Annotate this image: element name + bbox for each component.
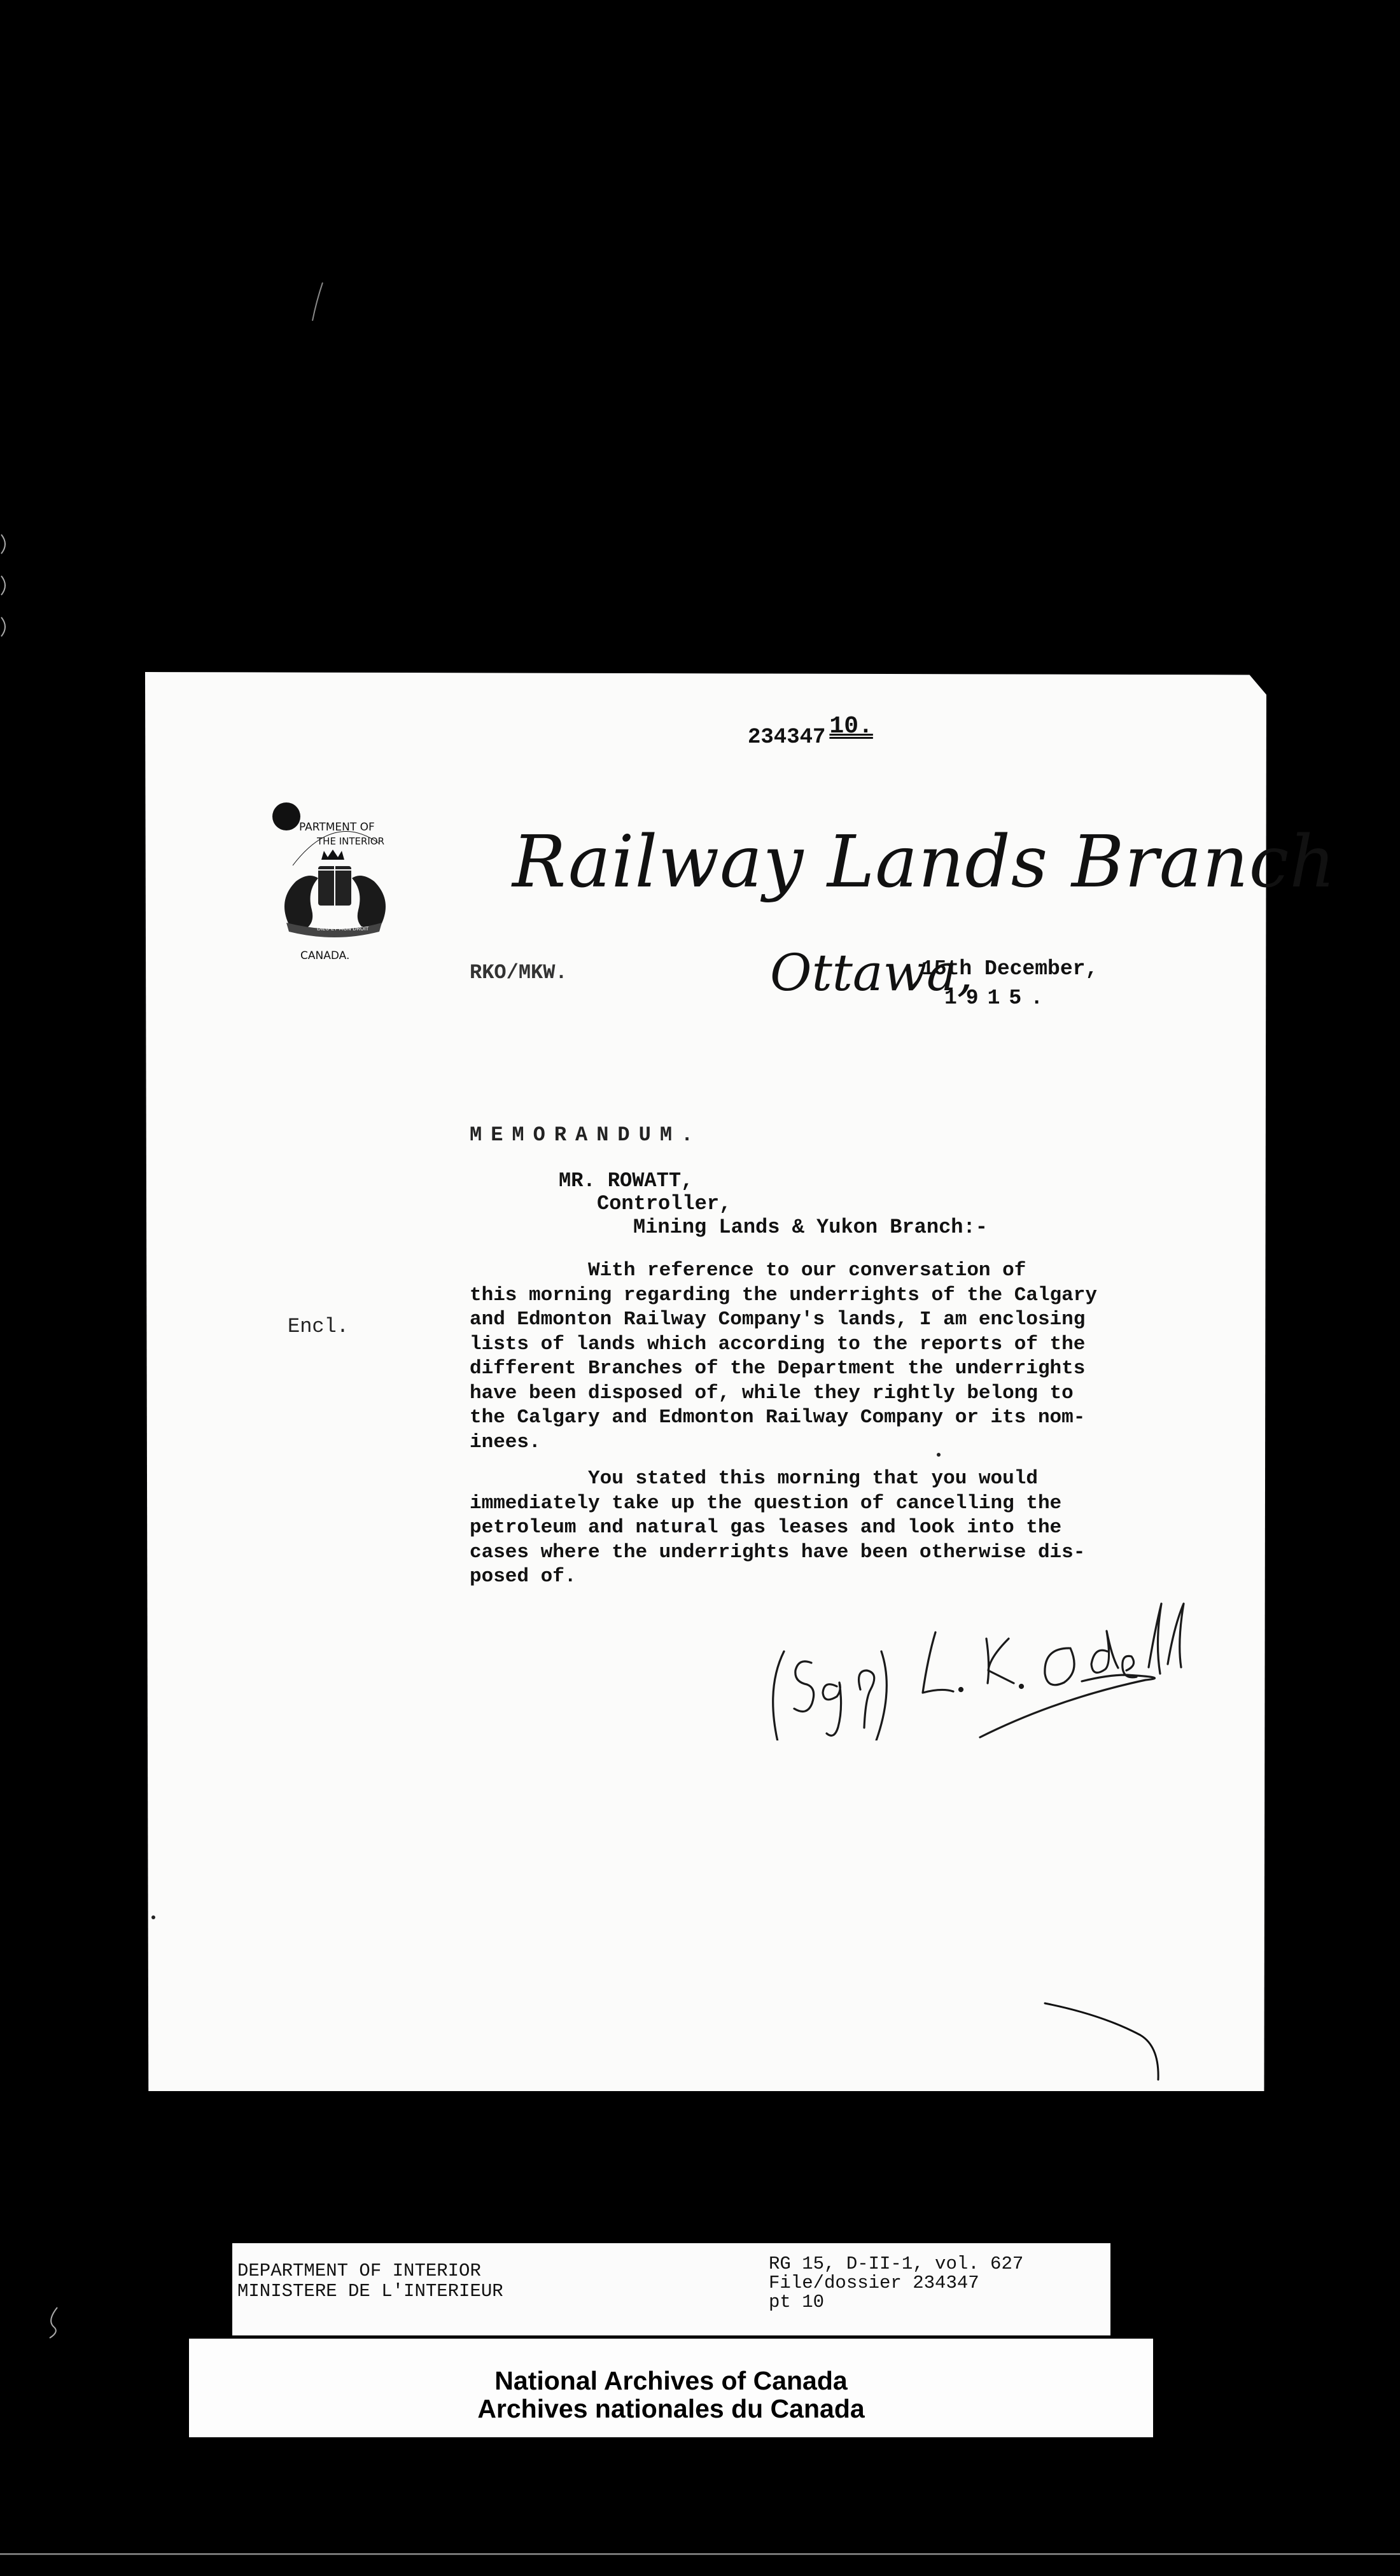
svg-text:PARTMENT OF: PARTMENT OF xyxy=(299,821,375,834)
paragraph-line: You stated this morning that you would xyxy=(470,1467,1038,1490)
paragraph-line: different Branches of the Department the underrights xyxy=(470,1357,1086,1380)
record-line: File/dossier 234347 xyxy=(769,2272,979,2293)
paragraph-line: inees. xyxy=(470,1431,541,1453)
letter-date xyxy=(921,955,1098,1013)
department-label xyxy=(237,2261,503,2302)
record-line: pt 10 xyxy=(769,2292,825,2313)
svg-text:DIEU ET MON DROIT: DIEU ET MON DROIT xyxy=(317,926,369,932)
national-archives-label xyxy=(189,2339,1153,2437)
paragraph-line: this morning regarding the underrights of the Calgary xyxy=(470,1284,1097,1306)
film-scratch xyxy=(45,2304,64,2342)
paragraph-line: posed of. xyxy=(470,1565,577,1588)
archive-reference-label xyxy=(232,2243,1110,2335)
paragraph-line: have been disposed of, while they rightly belong to xyxy=(470,1382,1074,1404)
paragraph-line: petroleum and natural gas leases and look into the xyxy=(470,1516,1062,1539)
addressee-title: Controller, xyxy=(597,1192,732,1215)
stray-dot xyxy=(937,1453,941,1457)
body-paragraph-1 xyxy=(470,1259,1100,1455)
branch-title: Railway Lands Branch xyxy=(512,821,1336,904)
paragraph-line: With reference to our conversation of xyxy=(470,1259,1026,1282)
file-number-value: 234347 xyxy=(748,725,826,750)
enclosure-note: Encl. xyxy=(288,1315,349,1338)
department-crest-logo xyxy=(267,799,401,967)
department-line: DEPARTMENT OF INTERIOR xyxy=(237,2260,481,2281)
reference-code: RKO/MKW. xyxy=(470,961,568,984)
file-part: 10. xyxy=(829,713,873,740)
file-number xyxy=(748,713,873,750)
record-line: RG 15, D-II-1, vol. 627 xyxy=(769,2253,1024,2274)
record-group-label xyxy=(769,2255,1023,2312)
handwritten-signature xyxy=(751,1556,1209,1740)
addressee-branch: Mining Lands & Yukon Branch:- xyxy=(633,1215,988,1239)
memorandum-heading: MEMORANDUM. xyxy=(470,1123,703,1147)
addressee-name: MR. ROWATT, xyxy=(559,1169,694,1193)
paragraph-line: cases where the underrights have been otherwise dis- xyxy=(470,1541,1086,1564)
stray-dot xyxy=(151,1915,155,1919)
date-line: 15th December, xyxy=(921,957,1098,981)
svg-text:THE INTERIOR: THE INTERIOR xyxy=(317,836,385,847)
paragraph-line: immediately take up the question of cancelling the xyxy=(470,1492,1062,1515)
film-scratch xyxy=(0,528,13,649)
paragraph-line: the Calgary and Edmonton Railway Company or its nom- xyxy=(470,1406,1086,1429)
svg-text:CANADA.: CANADA. xyxy=(300,949,350,962)
department-line: MINISTERE DE L'INTERIEUR xyxy=(237,2281,503,2302)
city-name: Ottawa, xyxy=(770,943,974,1002)
frame-edge-line xyxy=(0,2553,1400,2555)
paragraph-line: and Edmonton Railway Company's lands, I am enclosing xyxy=(470,1308,1086,1331)
film-scratch xyxy=(309,280,328,325)
archives-name-english: National Archives of Canada xyxy=(494,2366,848,2395)
archives-name-french: Archives nationales du Canada xyxy=(477,2394,865,2423)
paragraph-line: lists of lands which according to the reports of the xyxy=(470,1333,1086,1355)
date-year: 1915. xyxy=(944,986,1053,1010)
pen-mark xyxy=(1037,1992,1203,2087)
